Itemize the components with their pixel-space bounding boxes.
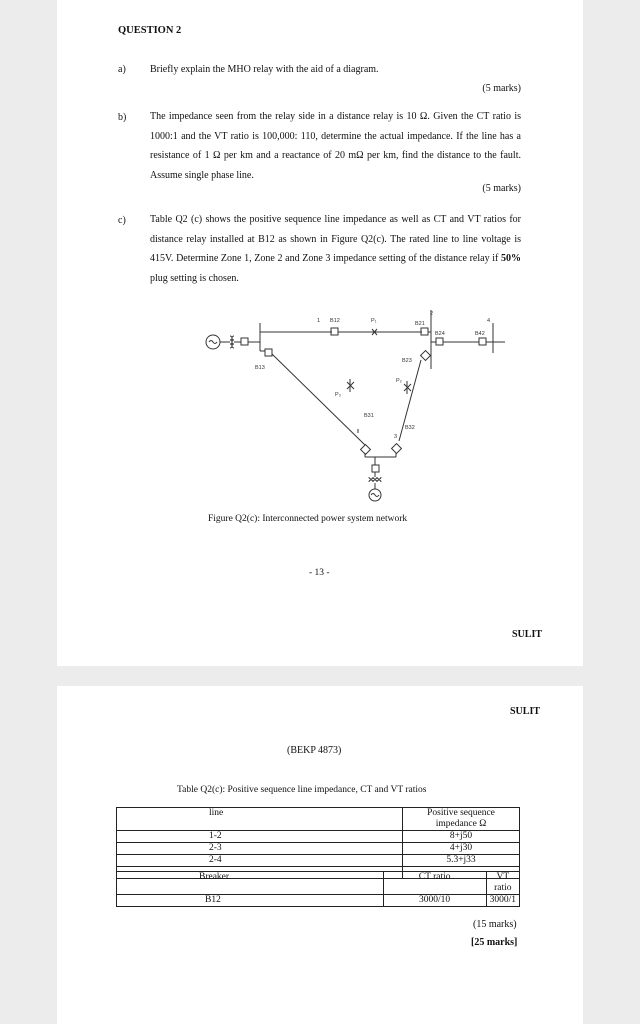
header-sulit: SULIT [510,706,541,717]
table-title: Table Q2(c): Positive sequence line impedance, CT and VT ratios [177,785,427,795]
table-header-row [117,808,520,831]
breaker-b32-label: B32 [405,425,415,431]
part-a-text: Briefly explain the MHO relay with the aid of a diagram. [150,64,379,75]
footer-sulit: SULIT [512,629,543,640]
breaker-b23-label: B23 [402,358,412,364]
bus-4-label: 4 [487,318,491,324]
exam-page-14 [57,686,583,1024]
breaker-b21-label: B21 [415,321,425,327]
part-a-marks: (5 marks) [482,83,521,94]
course-code: (BEKP 4873) [287,745,342,756]
breaker-b12-label: B12 [330,318,340,324]
part-c-marks: (15 marks) [473,919,517,930]
breaker-b13-label: B13 [255,365,265,371]
table-row: 2-4 5.3+j33 [117,855,520,867]
question-title: QUESTION 2 [118,25,182,36]
exam-page-13 [57,0,583,666]
part-c-text: Table Q2 (c) shows the positive sequence line impedance as well as CT and VT ratios for distance relay installed at B12 as shown in Figure Q2(c). The rated line to line voltage is 415V. Determine Zone 1, Zone 2 and Zone 3 impedance setting of the distance relay if 50% plug setting is chosen. [150,214,521,284]
part-c-label: c) [118,215,126,226]
fault-p3-label: P₃ [335,392,341,398]
col-ct-ratio: CT ratio [383,872,486,895]
page-number: - 13 - [309,568,330,578]
impedance-table [116,807,520,879]
figure-caption: Figure Q2(c): Interconnected power system network [208,514,408,524]
col-breaker: Breaker [117,872,384,895]
fault-p2-label: P₂ [396,378,402,384]
table-row: B12 3000/10 3000/1 [117,895,520,907]
fault-p1-label: P₁ [371,318,377,324]
bus-3-label: 3 [394,434,398,440]
part-a-label: a) [118,64,126,75]
part-b-label: b) [118,112,127,123]
bus-2-label: 2 [430,311,434,317]
bus-1-label: 1 [317,318,321,324]
breaker-b42-label: B42 [475,331,485,337]
col-line: line [117,808,403,831]
table-row: 2-3 4+j30 [117,843,520,855]
table-header-row [117,872,520,895]
col-impedance: Positive sequence impedance Ω [403,808,520,831]
table-row: 1-2 8+j50 [117,831,520,843]
breaker-b31-label: B31 [364,413,374,419]
part-b-marks: (5 marks) [482,183,521,194]
total-marks: [25 marks] [471,937,518,948]
breaker-b24-label: B24 [435,331,445,337]
part-b-text: The impedance seen from the relay side in a distance relay is 10 Ω. Given the CT ratio is 1000:1 and the VT ratio is 100,000: 110, determine the actual impedance. If the line has a resistance of 1 Ω per km and a reactance of 20 mΩ per km, find the distance to the fault. Assume single phase line. [150,111,521,181]
col-vt-ratio: VT ratio [486,872,519,895]
power-system-network-diagram [197,305,507,505]
ratio-table [116,871,520,907]
